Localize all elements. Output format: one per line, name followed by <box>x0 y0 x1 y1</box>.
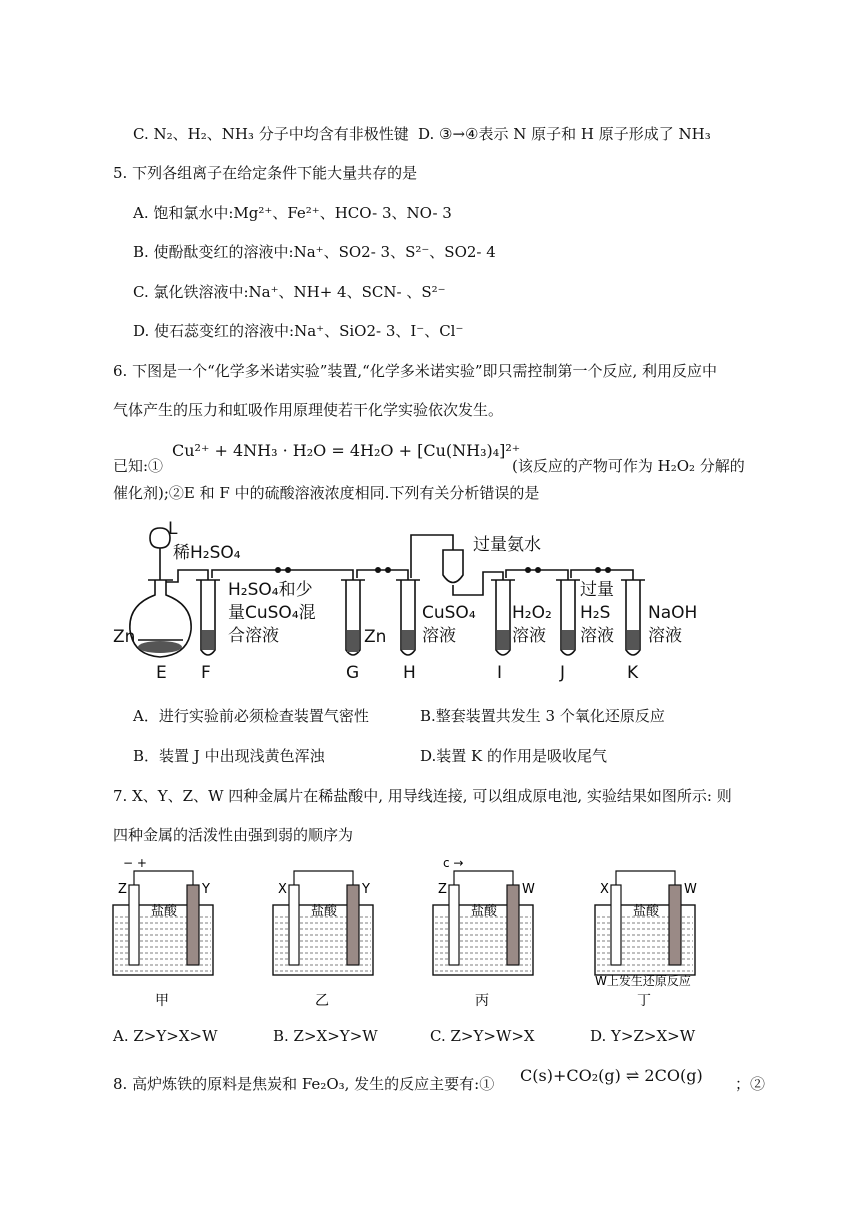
q5-option-c: C. 氯化铁溶液中:Na⁺、NH+ 4、SCN- 、S²⁻ <box>133 283 446 301</box>
left-electrode <box>289 885 299 965</box>
q7-option-d: D. Y>Z>X>W <box>590 1027 696 1045</box>
label-j-text2: H₂S <box>580 603 611 623</box>
acid-label: 盐酸 <box>471 904 498 919</box>
ammonia-bulb <box>443 550 463 583</box>
label-i-text2: 溶液 <box>512 626 546 646</box>
tube-label-h: H <box>403 663 416 683</box>
left-electrode <box>611 885 621 965</box>
q6-known-suffix: (该反应的产物可作为 H₂O₂ 分解的 <box>512 457 745 475</box>
right-electrode <box>187 885 199 965</box>
label-j-text3: 溶液 <box>580 626 614 646</box>
wire <box>294 871 353 885</box>
q8-stem: 8. 高炉炼铁的原料是焦炭和 Fe₂O₃, 发生的反应主要有:① <box>113 1075 495 1093</box>
q5-stem: 5. 下列各组离子在给定条件下能大量共存的是 <box>113 164 418 182</box>
left-electrode-label: X <box>278 882 287 897</box>
label-h-text2: 溶液 <box>422 626 456 646</box>
label-k-text2: 溶液 <box>648 626 682 646</box>
q6-option-d: D.装置 K 的作用是吸收尾气 <box>420 747 608 765</box>
label-f-text1: H₂SO₄和少 <box>228 580 313 600</box>
q8-suffix: ；② <box>735 1075 766 1093</box>
cell-top-mark: − + <box>123 856 147 870</box>
left-electrode <box>449 885 459 965</box>
q6-option-b: B.整套装置共发生 3 个氧化还原反应 <box>420 707 665 725</box>
left-electrode-label: Z <box>118 882 127 897</box>
label-excess-ammonia: 过量氨水 <box>473 535 541 555</box>
label-k-text1: NaOH <box>648 603 698 623</box>
q6-option-c: B．装置 J 中出现浅黄色浑浊 <box>133 747 325 765</box>
right-electrode <box>669 885 681 965</box>
q4-option-d: D. ③→④表示 N 原子和 H 原子形成了 NH₃ <box>418 125 711 143</box>
galvanic-cells-diagram <box>108 855 728 1020</box>
cell-caption: 丙 <box>475 993 489 1009</box>
acid-label: 盐酸 <box>151 904 178 919</box>
cell-caption: 甲 <box>155 993 169 1009</box>
label-l: L <box>168 520 178 539</box>
wire <box>134 871 193 885</box>
label-f-text2: 量CuSO₄混 <box>228 603 316 623</box>
acid-label: 盐酸 <box>633 904 660 919</box>
q8-formula: C(s)+CO₂(g) ⇌ 2CO(g) <box>520 1066 703 1085</box>
right-electrode <box>507 885 519 965</box>
tube-label-e: E <box>156 663 167 683</box>
tube-label-j: J <box>560 663 566 683</box>
right-electrode-label: Y <box>202 882 210 897</box>
label-h-text1: CuSO₄ <box>422 603 476 623</box>
label-f-text3: 合溶液 <box>228 626 279 646</box>
q6-option-a: A．进行实验前必须检查装置气密性 <box>133 707 369 725</box>
q4-option-c: C. N₂、H₂、NH₃ 分子中均含有非极性键 <box>133 125 409 143</box>
right-electrode <box>347 885 359 965</box>
cell-caption: 丁 <box>637 993 651 1009</box>
right-electrode-label: W <box>684 882 697 897</box>
q7-option-b: B. Z>X>Y>W <box>273 1027 378 1045</box>
right-electrode-label: W <box>522 882 535 897</box>
wire <box>454 871 513 885</box>
wire <box>616 871 675 885</box>
cell-top-mark: c → <box>443 856 464 870</box>
q6-formula: Cu²⁺ + 4NH₃ · H₂O = 4H₂O + [Cu(NH₃)₄]²⁺ <box>172 441 521 460</box>
cell-caption: 乙 <box>315 993 329 1009</box>
q7-option-a: A. Z>Y>X>W <box>113 1027 218 1045</box>
tube-label-f: F <box>201 663 211 683</box>
label-zn-g: Zn <box>364 627 387 647</box>
q6-stem-line1: 6. 下图是一个“化学多米诺实验”装置,“化学多米诺实验”即只需控制第一个反应, 利用反应中 <box>113 362 718 380</box>
q7-stem-line1: 7. X、Y、Z、W 四种金属片在稀盐酸中, 用导线连接, 可以组成原电池, 实验结果如图所示: 则 <box>113 787 732 805</box>
tube-label-k: K <box>627 663 639 683</box>
left-electrode-label: Z <box>438 882 447 897</box>
q5-option-a: A. 饱和氯水中:Mg²⁺、Fe²⁺、HCO- 3、NO- 3 <box>133 204 452 222</box>
q7-option-c: C. Z>Y>W>X <box>430 1027 535 1045</box>
q6-known-prefix: 已知:① <box>113 457 164 475</box>
q7-stem-line2: 四种金属的活泼性由强到弱的顺序为 <box>113 826 354 844</box>
label-i-text1: H₂O₂ <box>512 603 552 623</box>
label-zn-flask: Zn <box>113 627 136 647</box>
q5-option-d: D. 使石蕊变红的溶液中:Na⁺、SiO2- 3、I⁻、Cl⁻ <box>133 322 464 340</box>
label-dilute-acid: 稀H₂SO₄ <box>173 543 241 563</box>
acid-label: 盐酸 <box>311 904 338 919</box>
q6-stem-line2: 气体产生的压力和虹吸作用原理使若干化学实验依次发生。 <box>113 401 504 419</box>
q5-option-b: B. 使酚酞变红的溶液中:Na⁺、SO2- 3、S²⁻、SO2- 4 <box>133 243 496 261</box>
domino-apparatus-diagram <box>108 520 728 685</box>
left-electrode-label: X <box>600 882 609 897</box>
left-electrode <box>129 885 139 965</box>
tube-label-i: I <box>497 663 503 683</box>
q6-known-line2: 催化剂);②E 和 F 中的硫酸溶液浓度相同.下列有关分析错误的是 <box>113 484 540 502</box>
label-j-text1: 过量 <box>580 580 614 600</box>
reduction-note: W上发生还原反应 <box>595 974 691 988</box>
right-electrode-label: Y <box>362 882 370 897</box>
funnel-bulb <box>150 528 170 548</box>
tube-label-g: G <box>346 663 360 683</box>
